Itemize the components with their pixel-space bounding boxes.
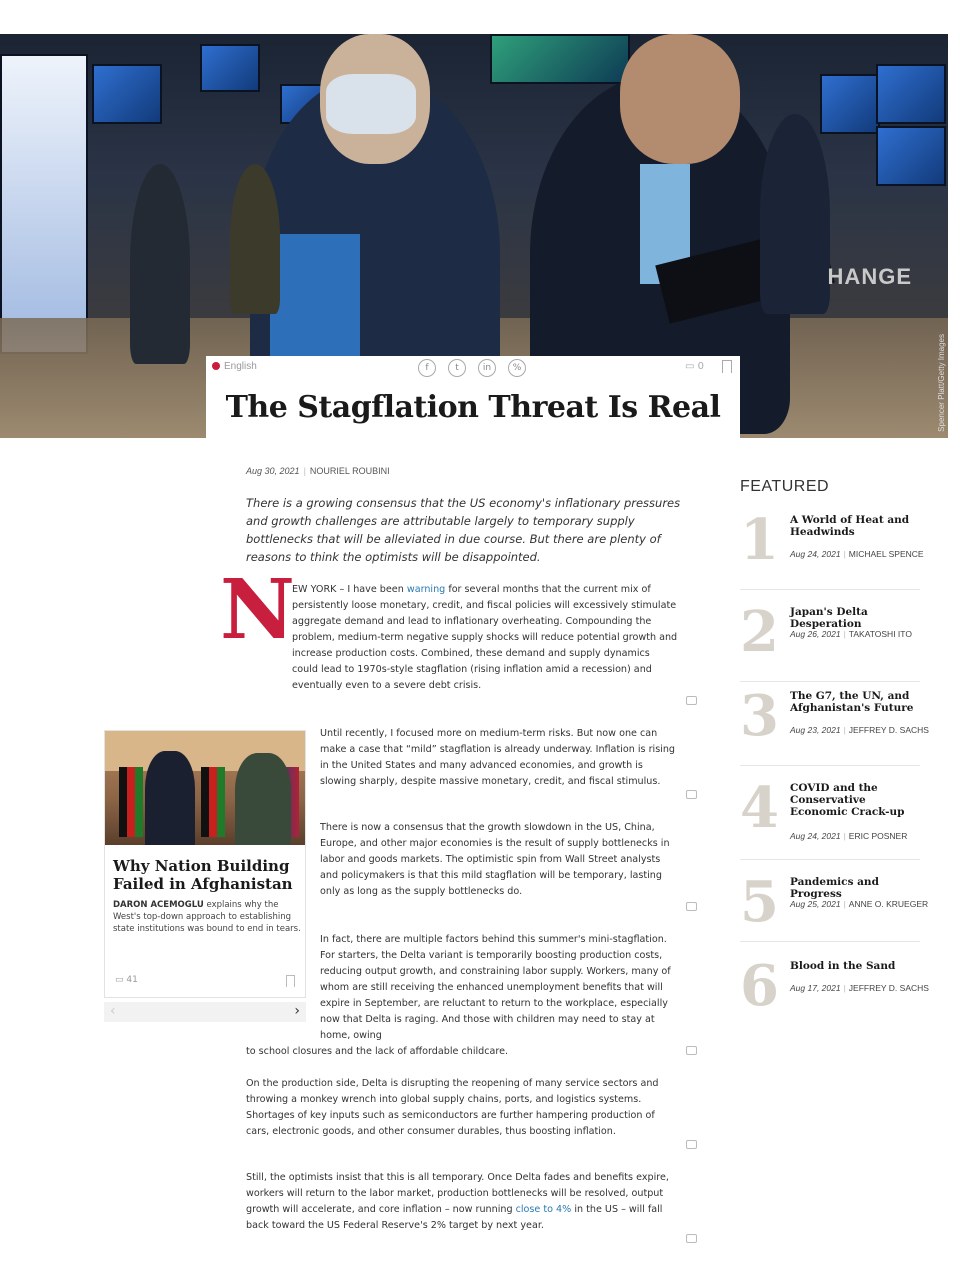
featured-date: Aug 26, 2021 xyxy=(790,629,841,639)
linkedin-icon[interactable]: in xyxy=(478,359,496,377)
featured-title[interactable]: COVID and the Conservative Economic Crack-up xyxy=(790,782,905,818)
person-figure xyxy=(145,751,195,845)
featured-title[interactable]: A World of Heat and Headwinds xyxy=(790,514,910,538)
featured-item[interactable] xyxy=(740,599,920,682)
featured-date: Aug 25, 2021 xyxy=(790,899,841,909)
featured-item[interactable] xyxy=(740,683,929,766)
featured-item[interactable] xyxy=(740,507,924,590)
comments-button[interactable] xyxy=(115,975,138,985)
featured-meta xyxy=(790,898,940,910)
related-article-desc-text: explains why the West's top-down approach to establishing state institutions was bound to end in tears. xyxy=(113,900,301,934)
featured-meta xyxy=(790,548,940,560)
bookmark-icon[interactable] xyxy=(722,360,732,373)
featured-date: Aug 24, 2021 xyxy=(790,831,841,841)
language-selector[interactable] xyxy=(212,361,257,372)
featured-date: Aug 17, 2021 xyxy=(790,983,841,993)
trading-screen xyxy=(490,34,630,84)
featured-meta xyxy=(790,830,940,842)
comment-count: 0 xyxy=(697,361,704,372)
featured-title[interactable]: Blood in the Sand xyxy=(790,960,896,972)
separator: | xyxy=(843,725,846,735)
article-paragraph-continued: to school closures and the lack of affordable childcare. xyxy=(246,1046,509,1057)
comment-icon[interactable] xyxy=(686,1140,697,1149)
comment-icon[interactable] xyxy=(686,790,697,799)
exchange-sign: HANGE xyxy=(827,264,912,289)
trading-screen xyxy=(0,54,88,354)
photo-credit: Spencer Platt/Getty Images xyxy=(937,334,946,432)
featured-number: 2 xyxy=(740,599,779,665)
drop-cap: N xyxy=(220,562,295,658)
related-article-card[interactable] xyxy=(104,730,306,998)
featured-author[interactable]: ERIC POSNER xyxy=(848,831,908,841)
title-card xyxy=(206,356,740,440)
page-title: The Stagflation Threat Is Real xyxy=(225,390,721,425)
article-lede: There is a growing consensus that the US economy's inflationary pressures and growth challenges are attributable largely to temporary supply bottlenecks that will be alleviated in due course. But there are plenty of reasons to think the optimists will be disappointed. xyxy=(246,496,681,564)
chevron-right-icon[interactable]: › xyxy=(294,1003,300,1019)
article-date: Aug 30, 2021 xyxy=(246,466,300,476)
featured-author[interactable]: TAKATOSHI ITO xyxy=(848,629,912,639)
paragraph-text: for several months that the current mix of persistently loose monetary, credit, and fiscal policies will excessively stimulate aggregate demand and lead to inflationary overheating. Compounding the problem, medium-term negative supply shocks will reduce potential growth and increase production costs. Combined, these demand and supply dynamics could lead to 1970s-style stagflation (rising inflation amid a recession) and eventually even to a severe debt crisis. xyxy=(292,584,678,691)
comment-icon: ▭ xyxy=(115,975,124,985)
related-article-author[interactable]: DARON ACEMOGLU xyxy=(113,900,204,910)
featured-title[interactable]: The G7, the UN, and Afghanistan's Future xyxy=(790,690,914,714)
facebook-icon[interactable]: f xyxy=(418,359,436,377)
article-paragraph: In fact, there are multiple factors behind this summer's mini-stagflation. For starters, the Delta variant is temporarily boosting production costs, reducing output growth, and constraining labor supply. Workers, many of whom are still receiving the enhanced unemployment benefits that will expire in September, are reluctant to return to the workplace, especially now that Delta is raging. And those with children may need to stay at home, owing xyxy=(320,934,671,1041)
featured-item[interactable] xyxy=(740,869,929,942)
featured-meta xyxy=(790,982,940,994)
carousel-nav xyxy=(104,1002,306,1022)
share-buttons xyxy=(418,359,526,377)
article-paragraph: On the production side, Delta is disrupting the reopening of many service sectors and throwing a monkey wrench into global supply chains, ports, and logistics systems. Shortages of key inputs such as semiconductors are further hampering production of cars, electronic goods, and other consumer durables, thus boosting inflation. xyxy=(246,1078,659,1137)
comments-button[interactable] xyxy=(685,361,704,372)
trading-screen xyxy=(820,74,880,134)
article-paragraph xyxy=(246,1170,678,1234)
separator: | xyxy=(303,466,306,476)
language-label: English xyxy=(224,361,257,372)
inflation-link[interactable]: close to 4% xyxy=(515,1204,572,1215)
separator: | xyxy=(843,831,846,841)
flag xyxy=(119,767,143,837)
featured-number: 6 xyxy=(740,953,779,1019)
separator: | xyxy=(843,629,846,639)
featured-number: 1 xyxy=(740,507,779,573)
trading-screen xyxy=(92,64,162,124)
trader-figure xyxy=(760,114,830,314)
trading-screen xyxy=(876,64,946,124)
comment-icon[interactable] xyxy=(686,1234,697,1243)
warning-link[interactable]: warning xyxy=(406,584,446,595)
related-article-image xyxy=(105,731,305,845)
featured-date: Aug 24, 2021 xyxy=(790,549,841,559)
trader-head xyxy=(620,34,740,164)
featured-number: 5 xyxy=(740,869,779,935)
paragraph-text: EW YORK – I have been xyxy=(292,584,407,595)
face-mask xyxy=(326,74,416,134)
person-figure xyxy=(235,753,291,845)
paragraph-text: Still, the optimists insist that this is all temporary. Once Delta fades and benefits expire, workers will return to the labor market, production bottlenecks will be resolved, output growth will accelerate, and core inflation – now running xyxy=(246,1172,669,1215)
article-paragraph: Until recently, I focused more on medium-term risks. But now one can make a case that “mild” stagflation is already underway. Inflation is rising in the United States and many advanced economies, and growth is slowing sharply, despite massive monetary, credit, and fiscal stimulus. xyxy=(320,728,676,787)
separator: | xyxy=(843,549,846,559)
featured-heading: FEATURED xyxy=(740,478,830,495)
featured-meta xyxy=(790,724,940,736)
separator: | xyxy=(843,899,846,909)
author-link[interactable]: NOURIEL ROUBINI xyxy=(309,466,390,476)
featured-author[interactable]: JEFFREY D. SACHS xyxy=(848,725,929,735)
separator: | xyxy=(843,983,846,993)
article-meta xyxy=(246,466,390,476)
featured-item[interactable] xyxy=(740,953,929,1020)
featured-author[interactable]: JEFFREY D. SACHS xyxy=(848,983,929,993)
link-icon[interactable]: % xyxy=(508,359,526,377)
related-article-title[interactable]: Why Nation Building Failed in Afghanistan xyxy=(113,857,293,893)
paragraph-text: in the US – will fall back toward the US Federal Reserve's 2% target by next year. xyxy=(246,1204,663,1231)
article-paragraph: There is now a consensus that the growth slowdown in the US, China, Europe, and other major economies is the result of supply bottlenecks in labor and goods markets. The optimistic spin from Wall Street analysts and policymakers is that this mild stagflation will be temporary, lasting only as long as the supply bottlenecks do. xyxy=(320,822,670,897)
featured-number: 3 xyxy=(740,683,779,749)
featured-meta xyxy=(790,628,940,640)
chevron-left-icon[interactable]: ‹ xyxy=(110,1003,116,1019)
twitter-icon[interactable]: t xyxy=(448,359,466,377)
trader-figure xyxy=(230,164,280,314)
featured-title[interactable]: Japan's Delta Desperation xyxy=(790,606,868,630)
comment-count: 41 xyxy=(126,975,138,985)
flag xyxy=(201,767,225,837)
comment-icon: ▭ xyxy=(684,361,695,372)
related-article-description xyxy=(113,899,301,935)
trading-screen xyxy=(200,44,260,92)
featured-number: 4 xyxy=(740,775,779,841)
featured-date: Aug 23, 2021 xyxy=(790,725,841,735)
featured-author[interactable]: MICHAEL SPENCE xyxy=(848,549,924,559)
globe-icon xyxy=(212,362,220,370)
article-paragraph xyxy=(246,582,678,694)
comment-icon[interactable] xyxy=(686,1046,697,1055)
trading-screen xyxy=(876,126,946,186)
comment-icon[interactable] xyxy=(686,696,697,705)
featured-title[interactable]: Pandemics and Progress xyxy=(790,876,879,900)
comment-icon[interactable] xyxy=(686,902,697,911)
featured-author[interactable]: ANNE O. KRUEGER xyxy=(848,899,929,909)
bookmark-icon[interactable] xyxy=(286,975,295,987)
trader-figure xyxy=(130,164,190,364)
featured-item[interactable] xyxy=(740,775,920,860)
